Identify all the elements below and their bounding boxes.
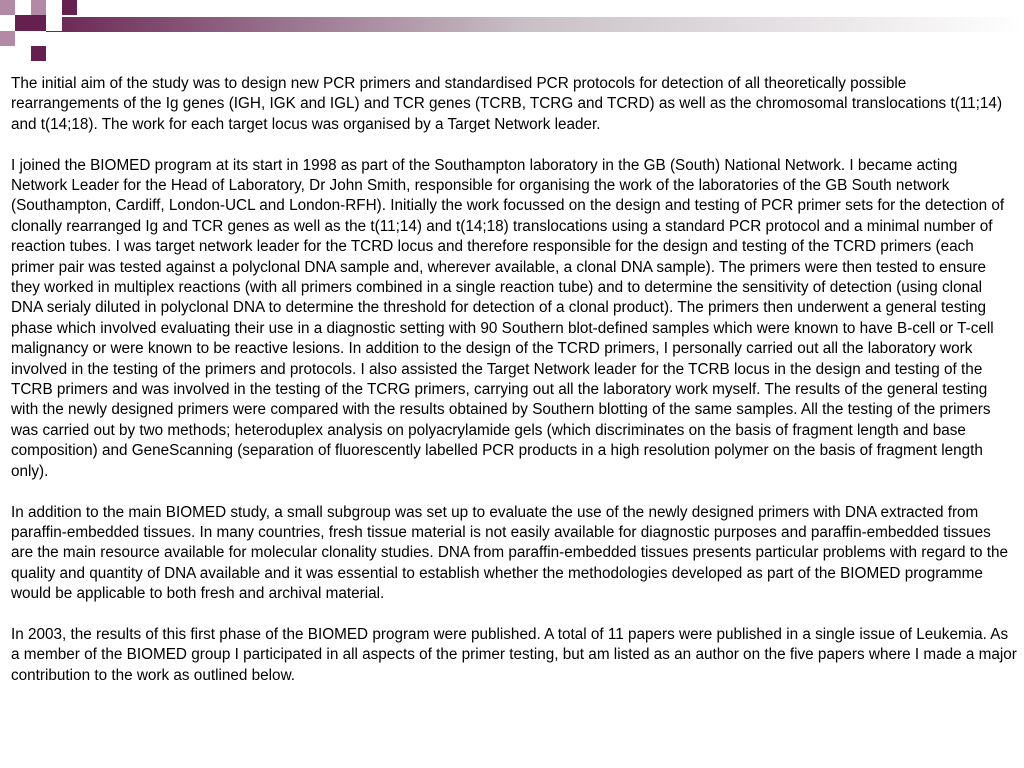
- decor-square: [0, 31, 15, 46]
- decor-square: [15, 0, 31, 15]
- decor-square: [31, 46, 46, 61]
- decor-square: [31, 15, 46, 31]
- decor-square: [0, 0, 15, 15]
- decor-square: [15, 15, 31, 31]
- paragraph-publications: In 2003, the results of this first phase of the BIOMED program were published. A total of 11 papers were published in a single issue of Leukemia. As a member of the BIOMED group I participated in all aspects of the primer testing, but am listed as an author on the five papers where I made a major contribution to the work as outlined below.: [11, 625, 1017, 684]
- decor-square: [46, 15, 62, 31]
- header-decoration: [0, 0, 1024, 62]
- decor-square: [31, 0, 46, 15]
- decor-square: [62, 0, 77, 15]
- slide-body: [11, 74, 1017, 707]
- paragraph-biomed-role: I joined the BIOMED program at its start in 1998 as part of the Southampton laboratory in the GB (South) National Network. I became acting Network Leader for the Head of Laboratory, Dr John Smith, responsible for organising the work of the laboratories of the GB South network (Southampton, Cardiff, London-UCL and London-RFH). Initially the work focussed on the design and testing of PCR primer sets for the detection of clonally rearranged Ig and TCR genes as well as the t(11;14) and t(14;18) translocations using a standard PCR protocol and a minimal number of reaction tubes. I was target network leader for the TCRD locus and therefore responsible for the design and testing of the TCRD primers (each primer pair was tested against a polyclonal DNA sample and, wherever available, a clonal DNA sample). The primers were then tested to ensure they worked in multiplex reactions (with all primers combined in a single reaction tube) and to determine the sensitivity of detection (using clonal DNA serialy diluted in polyclonal DNA to determine the threshold for detection of a clonal product). The primers then underwent a general testing phase which involved evaluating their use in a diagnostic setting with 90 Southern blot-defined samples which were known to have B-cell or T-cell malignancy or were known to be reactive lesions. In addition to the design of the TCRD primers, I personally carried out all the laboratory work involved in the testing of the primers and protocols. I also assisted the Target Network leader for the TCRB locus in the design and testing of the TCRB primers and was involved in the testing of the TCRG primers, carrying out all the laboratory work myself. The results of the general testing with the newly designed primers were compared with the results obtained by Southern blotting of the same samples. All the testing of the primers was carried out by two methods; heteroduplex analysis on polyacrylamide gels (which discriminates on the basis of fragment length and base composition) and GeneScanning (separation of fluorescently labelled PCR products in a high resolution polymer on the basis of fragment length only).: [11, 156, 1005, 480]
- decor-square: [46, 0, 62, 15]
- decor-square: [31, 31, 46, 46]
- paragraph-paraffin-subgroup: In addition to the main BIOMED study, a small subgroup was set up to evaluate the use of the newly designed primers with DNA extracted from paraffin-embedded tissues. In many countries, fresh tissue material is not easily available for diagnostic purposes and paraffin-embedded tissues are the main resource available for molecular clonality studies. DNA from paraffin-embedded tissues presents particular problems with regard to the quality and quantity of DNA available and it was essential to establish whether the methodologies developed as part of the BIOMED programme would be applicable to both fresh and archival material.: [11, 503, 1009, 603]
- decor-square: [15, 31, 31, 46]
- paragraph-study-aim: The initial aim of the study was to design new PCR primers and standardised PCR protocols for detection of all theoretically possible rearrangements of the Ig genes (IGH, IGK and IGL) and TCR genes (TCRB, TCRG and TCRD) as well as the chromosomal translocations t(11;14) and t(14;18). The work for each target locus was organised by a Target Network leader.: [11, 75, 1003, 133]
- gradient-band: [28, 17, 1024, 32]
- decor-square: [0, 15, 15, 31]
